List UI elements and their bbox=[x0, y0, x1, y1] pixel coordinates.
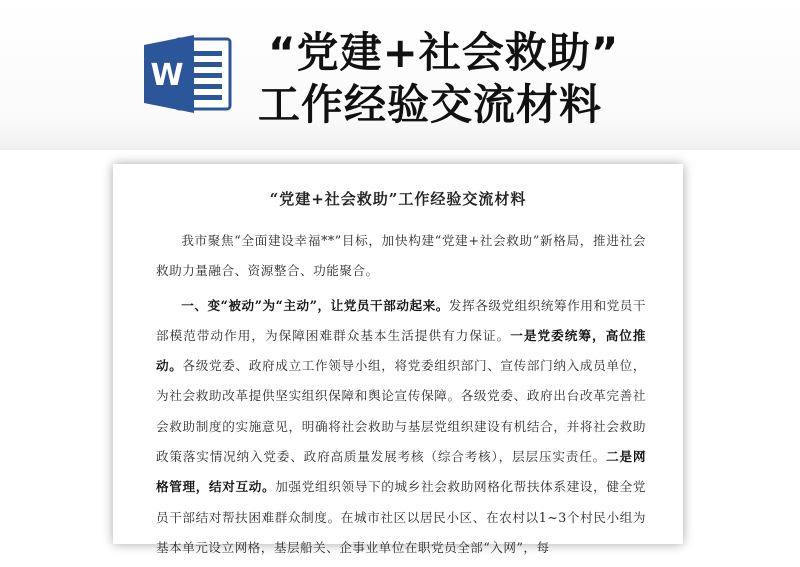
cover-header bbox=[0, 0, 800, 150]
cover-title-line-1: “党建+社会救助” bbox=[268, 28, 620, 77]
intro-paragraph: 我市聚焦“全面建设幸福**”目标，加快构建“党建+社会救助”新格局，推进社会救助力量融合、资源整合、功能聚合。 bbox=[156, 233, 646, 279]
section-1-text-2: 各级党委、政府成立工作领导小组，将党委组织部门、宣传部门纳入成员单位，为社会救助改革提供坚实组织保障和舆论宣传保障。各级党委、政府出台改革完善社会救助制度的实施意见，明确将社会救助与基层党组织建设有机结合，并将社会救助政策落实情况纳入党委、政府高质量发展考核（综合考核），层层压实责任。 bbox=[156, 358, 647, 465]
document-title: “党建+社会救助”工作经验交流材料 bbox=[269, 190, 527, 208]
word-icon bbox=[142, 33, 234, 115]
subsection-2-heading: 二是网格管理，结对互动。 bbox=[156, 449, 647, 495]
section-1-heading: 一、变“被动”为“主动”，让党员干部动起来。 bbox=[181, 297, 449, 313]
section-1-paragraph bbox=[156, 291, 646, 564]
section-1-text-3: 加强党组织领导下的城乡社会救助网格化帮扶体系建设，健全党员干部结对帮扶困难群众制度。在城市社区以居民小区、在农村以1~3个村民小组为基本单元设立网格，基层船关、企事业单位在职党员全部“入网”，每 bbox=[156, 479, 647, 555]
subsection-1-heading: 一是党委统筹，高位推动。 bbox=[156, 327, 647, 374]
document-body bbox=[156, 226, 646, 567]
cover-title-line-2: 工作经验交流材料 bbox=[258, 80, 603, 129]
svg-text:W: W bbox=[150, 58, 184, 93]
section-1-text-1: 发挥各级党组织统筹作用和党员干部模范带动作用，为保障困难群众基本生活提供有力保证。 bbox=[156, 297, 647, 343]
document-page bbox=[113, 164, 683, 555]
